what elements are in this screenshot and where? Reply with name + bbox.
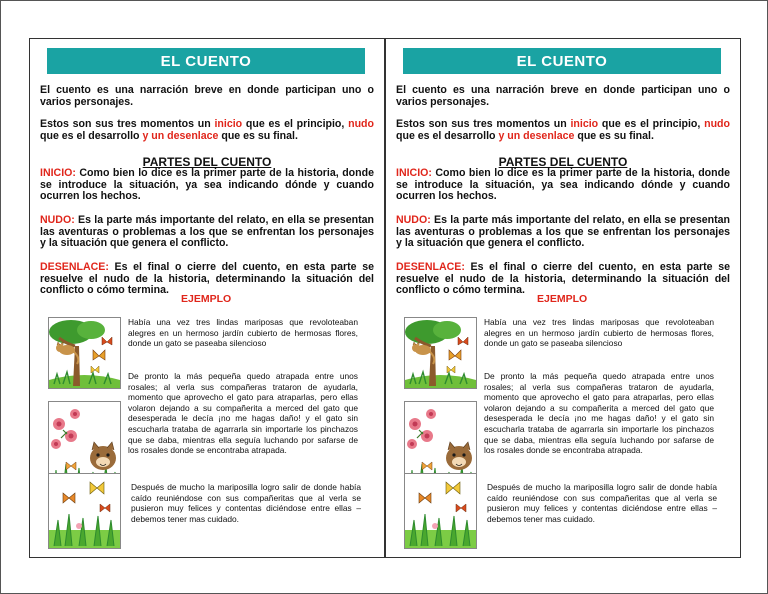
card-right [385,38,741,558]
butterflies-image [405,474,476,548]
card-title: EL CUENTO [160,52,252,70]
parts-title: PARTES DEL CUENTO [142,155,272,169]
desenlace-paragraph: DESENLACE: Es el final o cierre del cuento, en esta parte se resuelve el nudo de la historia, determinando la situación del conflicto o cómo termina. [396,261,730,297]
illustration-butterflies [48,473,121,549]
cat-tree-image [405,318,476,388]
card-title: EL CUENTO [516,52,608,70]
nudo-paragraph: NUDO: Es la parte más importante del relato, en ella se presentan las aventuras o problemas a los que se enfrentan los personajes y la situación que genera el conflicto. [40,214,374,250]
story-paragraph-1: Había una vez tres lindas mariposas que revoloteaban alegres en un hermoso jardín cubierto de hermosas flores, donde un gato se paseaba silencioso [484,317,714,349]
moments-paragraph: Estos son sus tres momentos un inicio que es el principio, nudo que es el desarrollo y un desenlace que es su final. [396,118,730,142]
story-paragraph-2: De pronto la más pequeña quedo atrapada entre unos rosales; al verla sus compañeras trataron de ayudarla, momento que aprovecho el gato para atraparlas, pero ellas volaron dejando a su compañerita a merced del gato que desesperada le decía ¡no me hagas daño! y el gato sin escucharla trataba de agarrarla sin importarle los pinchazos que se daba, mientras ella seguía luchando por safarse de los rosales donde se encontraba atrapada. [484,371,714,456]
butterflies-image [49,474,120,548]
intro-paragraph: El cuento es una narración breve en donde participan uno o varios personajes. [396,84,730,108]
story-paragraph-1: Había una vez tres lindas mariposas que revoloteaban alegres en un hermoso jardín cubierto de hermosas flores, donde un gato se paseaba silencioso [128,317,358,349]
story-paragraph-2: De pronto la más pequeña quedo atrapada entre unos rosales; al verla sus compañeras trataron de ayudarla, momento que aprovecho el gato para atraparlas, pero ellas volaron dejando a su compañerita a merced del gato que desesperada le decía ¡no me hagas daño! y el gato sin escucharla trataba de agarrarla sin importarle los pinchazos que se daba, mientras ella seguía luchando por safarse de los rosales donde se encontraba atrapada. [128,371,358,456]
example-label: EJEMPLO [537,293,588,305]
card-title-banner [47,48,365,74]
inicio-paragraph: INICIO: Como bien lo dice es la primer parte de la historia, donde se introduce la situación, ya sea indicando dónde y cuando ocurren los hechos. [40,167,374,203]
illustration-butterflies [404,473,477,549]
illustration-cat-tree [404,317,477,389]
story-paragraph-3: Después de mucho la mariposilla logro salir de donde había caído reuniéndose con sus compañeritas que al verla se pusieron muy felices y contentas diciéndose entre ellas – debemos tener mas cuidado. [131,482,361,524]
cat-tree-image [49,318,120,388]
moments-paragraph: Estos son sus tres momentos un inicio que es el principio, nudo que es el desarrollo y un desenlace que es su final. [40,118,374,142]
parts-title: PARTES DEL CUENTO [498,155,628,169]
story-paragraph-3: Después de mucho la mariposilla logro salir de donde había caído reuniéndose con sus compañeritas que al verla se pusieron muy felices y contentas diciéndose entre ellas – debemos tener mas cuidado. [487,482,717,524]
desenlace-paragraph: DESENLACE: Es el final o cierre del cuento, en esta parte se resuelve el nudo de la historia, determinando la situación del conflicto o cómo termina. [40,261,374,297]
card-title-banner [403,48,721,74]
example-label: EJEMPLO [181,293,232,305]
card-left [29,38,385,558]
intro-paragraph: El cuento es una narración breve en donde participan uno o varios personajes. [40,84,374,108]
nudo-paragraph: NUDO: Es la parte más importante del relato, en ella se presentan las aventuras o problemas a los que se enfrentan los personajes y la situación que genera el conflicto. [396,214,730,250]
illustration-cat-tree [48,317,121,389]
inicio-paragraph: INICIO: Como bien lo dice es la primer parte de la historia, donde se introduce la situación, ya sea indicando dónde y cuando ocurren los hechos. [396,167,730,203]
